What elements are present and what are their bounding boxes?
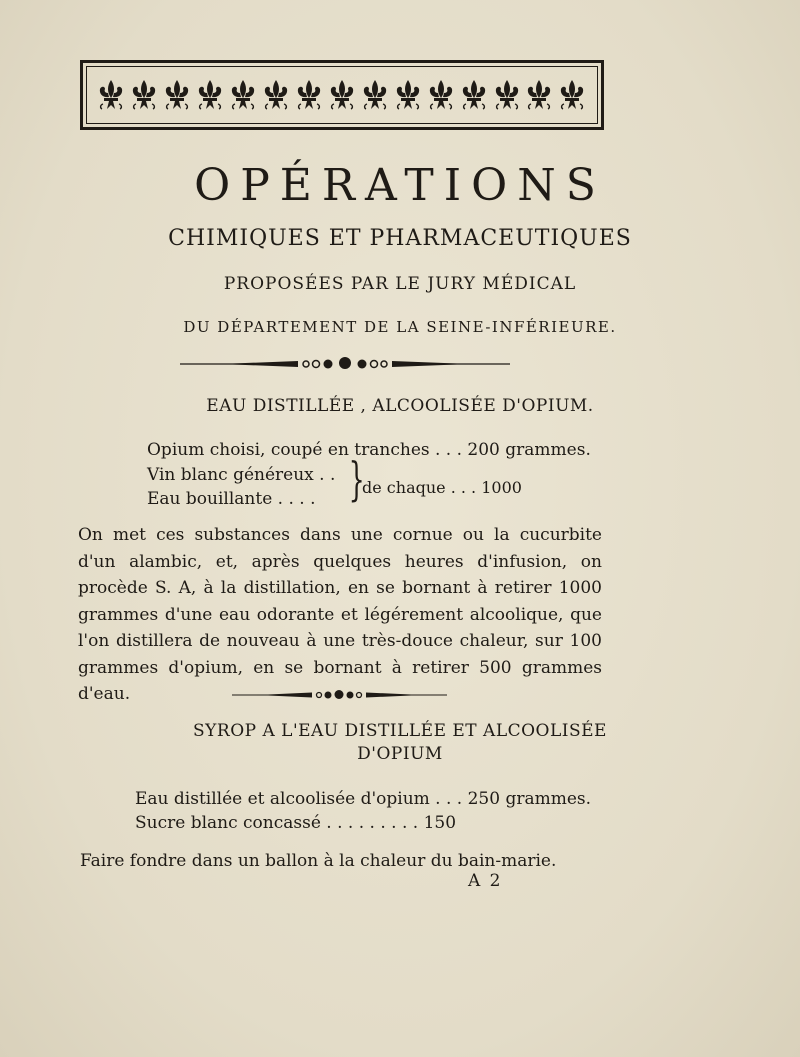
ornamental-rule-2	[232, 688, 447, 702]
brace-symbol: }	[348, 452, 365, 506]
ingredient-line: Vin blanc généreux . .	[147, 465, 336, 485]
title-line4: DU DÉPARTEMENT DE LA SEINE-INFÉRIEURE.	[183, 318, 617, 336]
fleur-de-lis-icon	[229, 78, 257, 112]
title-sub: CHIMIQUES ET PHARMACEUTIQUES	[168, 226, 632, 251]
fleur-de-lis-icon	[427, 78, 455, 112]
fleur-de-lis-icon	[130, 78, 158, 112]
fleur-de-lis-icon	[394, 78, 422, 112]
fleur-de-lis-icon	[525, 78, 553, 112]
ingredient-line: Eau distillée et alcoolisée d'opium . . . 250 grammes.	[135, 789, 592, 809]
fleuron-banner	[80, 60, 604, 130]
fleur-de-lis-icon	[361, 78, 389, 112]
fleur-de-lis-icon	[97, 78, 125, 112]
fleur-de-lis-icon	[262, 78, 290, 112]
brace-quantity: de chaque . . . 1000	[362, 478, 522, 497]
fleur-de-lis-icon	[558, 78, 586, 112]
fleur-de-lis-icon	[196, 78, 224, 112]
fleuron-row	[86, 66, 598, 124]
ornamental-rule-1	[180, 355, 510, 371]
fleur-de-lis-icon	[163, 78, 191, 112]
ingredient-line: Eau bouillante . . . .	[147, 489, 316, 509]
section2-heading-line1: SYROP A L'EAU DISTILLÉE ET ALCOOLISÉE	[193, 721, 607, 741]
page-signature: A 2	[468, 871, 503, 891]
ingredient-line: Opium choisi, coupé en tranches . . . 200 grammes.	[147, 440, 591, 460]
title-main: OPÉRATIONS	[194, 160, 606, 211]
section1-paragraph: On met ces substances dans une cornue ou la cucurbite d'un alambic, et, après quelques heures d'infusion, on procède S. A, à la distillation, en se bornant à retirer 1000 grammes d'une eau odorante et légérement alcoolique, que l'on distillera de nouveau à une très-douce chaleur, sur 100 grammes d'opium, en se bornant à retirer 500 grammes d'eau.	[78, 525, 602, 704]
fleur-de-lis-icon	[295, 78, 323, 112]
fleur-de-lis-icon	[460, 78, 488, 112]
fleur-de-lis-icon	[493, 78, 521, 112]
ingredient-line: Sucre blanc concassé . . . . . . . . . 150	[135, 813, 457, 833]
section2-heading-line2: D'OPIUM	[357, 744, 443, 764]
section1-heading: EAU DISTILLÉE , ALCOOLISÉE D'OPIUM.	[206, 396, 594, 416]
section2-instruction: Faire fondre dans un ballon à la chaleur du bain-marie.	[80, 851, 557, 871]
title-line3: PROPOSÉES PAR LE JURY MÉDICAL	[223, 274, 577, 294]
fleur-de-lis-icon	[328, 78, 356, 112]
